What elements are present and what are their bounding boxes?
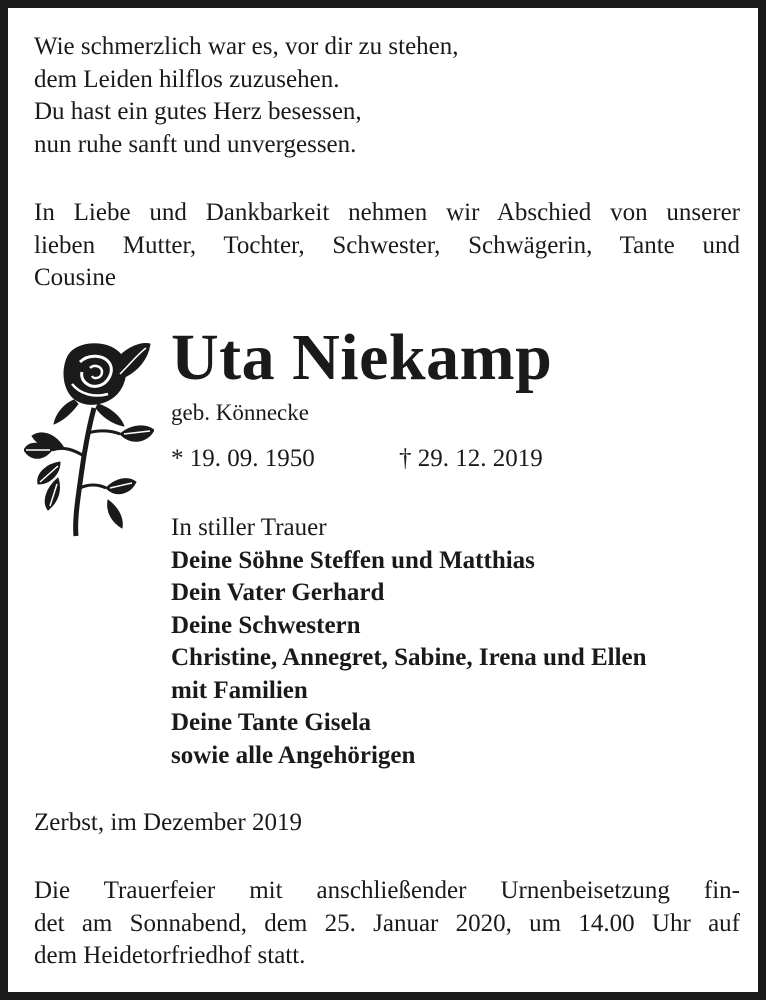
farewell-line: In Liebe und Dankbarkeit nehmen wir Abschied von unserer	[34, 199, 740, 226]
mourner-line: Deine Tante Gisela	[171, 709, 372, 736]
poem	[34, 31, 459, 161]
poem-line: Wie schmerzlich war es, vor dir zu stehen,	[34, 33, 459, 60]
farewell-line: Cousine	[34, 264, 116, 291]
death-date: † 29. 12. 2019	[399, 445, 543, 472]
service-line: Die Trauerfeier mit anschließender Urnenbeisetzung fin-	[34, 877, 740, 904]
mourner-line: Dein Vater Gerhard	[171, 579, 385, 606]
birth-name: geb. Könnecke	[171, 400, 309, 425]
mourner-line: sowie alle Angehörigen	[171, 741, 416, 769]
service-line: det am Sonnabend, dem 25. Januar 2020, um 14.00 Uhr auf	[34, 909, 740, 937]
farewell-text	[34, 197, 740, 295]
funeral-service-text	[34, 875, 740, 973]
life-dates	[171, 443, 543, 475]
farewell-line: lieben Mutter, Tochter, Schwester, Schwägerin, Tante und	[34, 231, 740, 259]
mourners-intro: In stiller Trauer	[171, 514, 327, 541]
service-line: dem Heidetorfriedhof statt.	[34, 942, 306, 969]
mourner-line: Christine, Annegret, Sabine, Irena und Ellen	[171, 644, 647, 671]
poem-line: Du hast ein gutes Herz besessen,	[34, 98, 362, 125]
deceased-name: Uta Niekamp	[171, 321, 553, 394]
rose-icon	[24, 338, 154, 538]
mourners-list	[171, 512, 647, 772]
mourner-line: Deine Schwestern	[171, 611, 361, 639]
poem-line: nun ruhe sanft und unvergessen.	[34, 130, 357, 158]
mourner-line: mit Familien	[171, 676, 308, 704]
birth-date: * 19. 09. 1950	[171, 445, 315, 472]
mourner-line: Deine Söhne Steffen und Matthias	[171, 546, 535, 574]
place-and-date: Zerbst, im Dezember 2019	[34, 809, 302, 836]
poem-line: dem Leiden hilflos zuzusehen.	[34, 65, 340, 93]
